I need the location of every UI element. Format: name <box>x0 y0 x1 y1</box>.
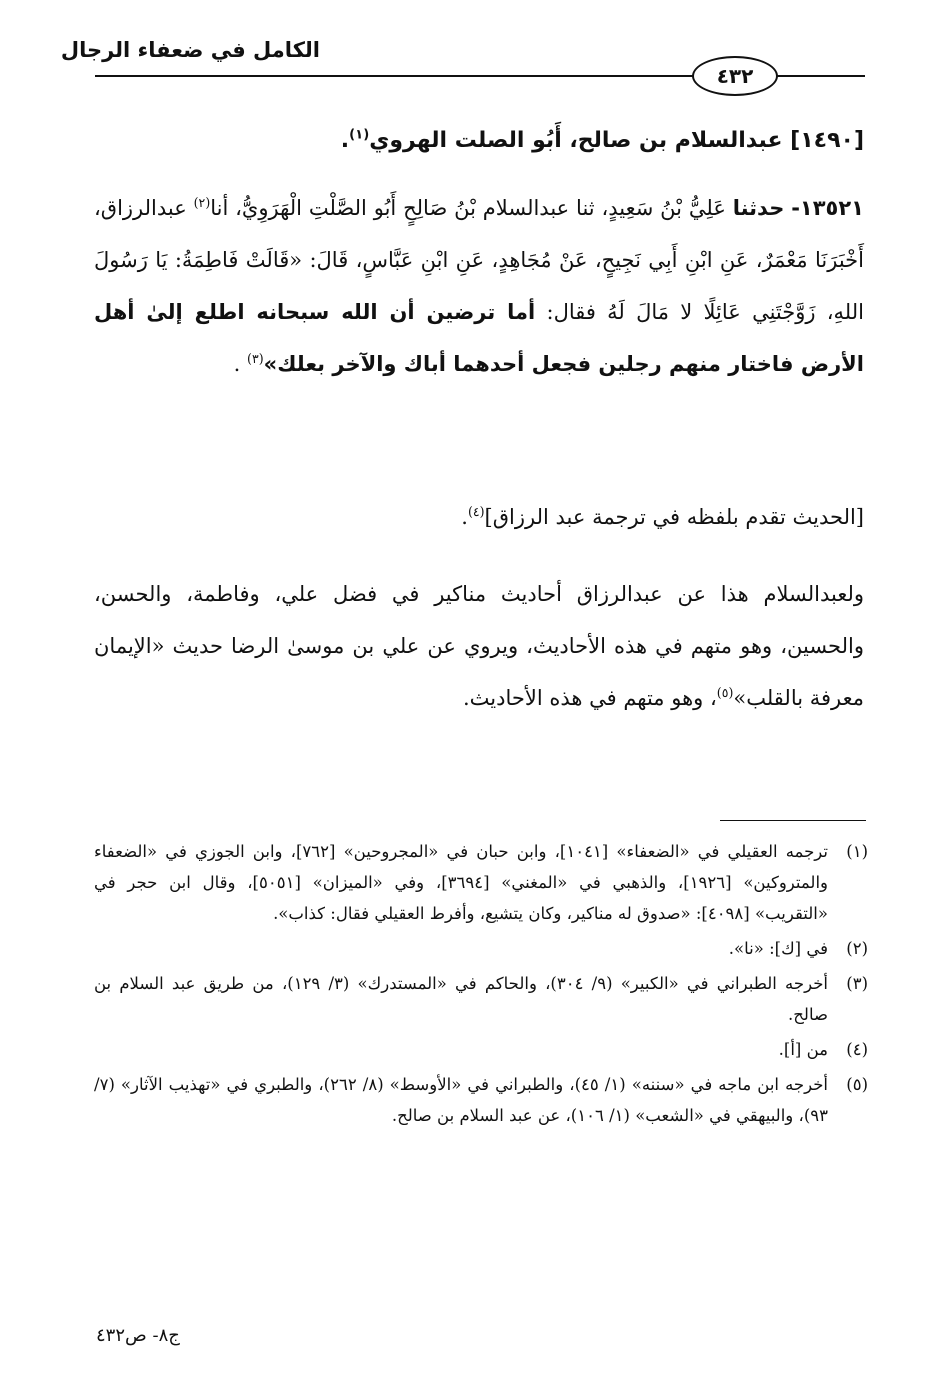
note-ref-1: (١) <box>349 127 370 143</box>
footnote-text: أخرجه ابن ماجه في «سننه» (١/ ٤٥)، والطبراني في «الأوسط» (٨/ ٢٦٢)، والطبري في «تهذيب الآثار» (٧/ ٩٣)، والبيهقي في «الشعب» (١/ ١٠٦)، عن عبد السلام بن صالح. <box>94 1075 829 1125</box>
note-ref-3: (٣) <box>247 351 264 366</box>
volume-page-reference: ج٨- ص٤٣٢ <box>96 1325 180 1346</box>
commentary-text: ولعبدالسلام هذا عن عبدالرزاق أحاديث مناكير في فضل علي، وفاطمة، والحسن، والحسين، وهو متهم في هذه الأحاديث، ويروي عن علي بن موسىٰ الرضا حديث «الإيمان معرفة بالقلب» <box>94 582 864 710</box>
footnote-number: (٢) <box>846 939 868 958</box>
commentary-paragraph <box>94 568 864 724</box>
footnotes-rule <box>720 820 866 821</box>
footnote-number: (١) <box>846 842 868 861</box>
footnote <box>94 1034 868 1065</box>
footnote <box>94 1069 868 1131</box>
note-ref-2: (٢) <box>193 195 211 210</box>
footnote <box>94 836 868 929</box>
hadith-opener: حدثنا <box>732 196 785 220</box>
footnote-number: (٤) <box>846 1040 868 1059</box>
entry-title-text: [١٤٩٠] عبدالسلام بن صالح، أَبُو الصلت الهروي <box>369 128 864 153</box>
hadith-chain: عَلِيُّ بْنُ سَعِيدٍ، ثنا عبدالسلام بْنُ صَالِحٍ أَبُو الصَّلْتِ الْهَرَوِيُّ، أنا <box>210 196 726 220</box>
entry-title-end: . <box>340 128 350 153</box>
hadith-end: . <box>233 352 241 376</box>
footnote <box>94 933 868 964</box>
footnote-text: في [ك]: «نا». <box>728 939 828 958</box>
page-number: ٤٣٢ <box>692 56 778 96</box>
note-ref-5: (٥) <box>716 685 734 700</box>
hadith-number: ١٣٥٢١- <box>791 196 864 220</box>
footnote-text: من [أ]. <box>778 1040 828 1059</box>
footnotes <box>94 836 868 1135</box>
hadith-text: عبدالرزاق، أَخْبَرَنَا مَعْمَرٌ، عَنِ ابْنِ أَبِي نَجِيحٍ، عَنْ مُجَاهِدٍ، عَنِ ابْنِ عَبَّاسٍ، قَالَ: «قَالَتْ فَاطِمَةُ: يَا رَسُولَ اللهِ، زَوَّجْتَنِي عَائِلًا لا مَالَ لَهُ فقال: <box>94 196 864 324</box>
footnote-text: ترجمه العقيلي في «الضعفاء» [١٠٤١]، وابن حبان في «المجروحين» [٧٦٢]، وابن الجوزي في «الضعفاء والمتروكين» [١٩٢٦]، والذهبي في «المغني» [٣٦٩٤]، وفي «الميزان» [٥٠٥١]، وقال ابن حجر في «التقريب» [٤٠٩٨]: «صدوق له مناكير، وكان يتشيع، وأفرط العقيلي فقال: كذاب». <box>94 842 828 923</box>
cross-reference <box>94 491 864 543</box>
footnote <box>94 968 868 1030</box>
note-ref-4: (٤) <box>467 504 485 519</box>
hadith-bold-text: أما ترضين أن الله سبحانه اطلع إلىٰ أهل الأرض فاختار منهم رجلين فجعل أحدهما أباك والآخر بعلك» <box>94 300 864 376</box>
hadith-paragraph <box>94 182 864 390</box>
entry-title <box>104 128 864 153</box>
cross-reference-text: [الحديث تقدم بلفظه في ترجمة عبد الرزاق] <box>484 505 864 529</box>
cross-reference-end: . <box>461 505 468 529</box>
running-title: الكامل في ضعفاء الرجال <box>60 38 320 62</box>
commentary-end: ، وهو متهم في هذه الأحاديث. <box>462 686 717 710</box>
footnote-text: أخرجه الطبراني في «الكبير» (٩/ ٣٠٤)، والحاكم في «المستدرك» (٣/ ١٢٩)، من طريق عبد السلام بن صالح. <box>94 974 828 1024</box>
footnote-number: (٣) <box>846 974 868 993</box>
footnote-number: (٥) <box>846 1075 868 1094</box>
